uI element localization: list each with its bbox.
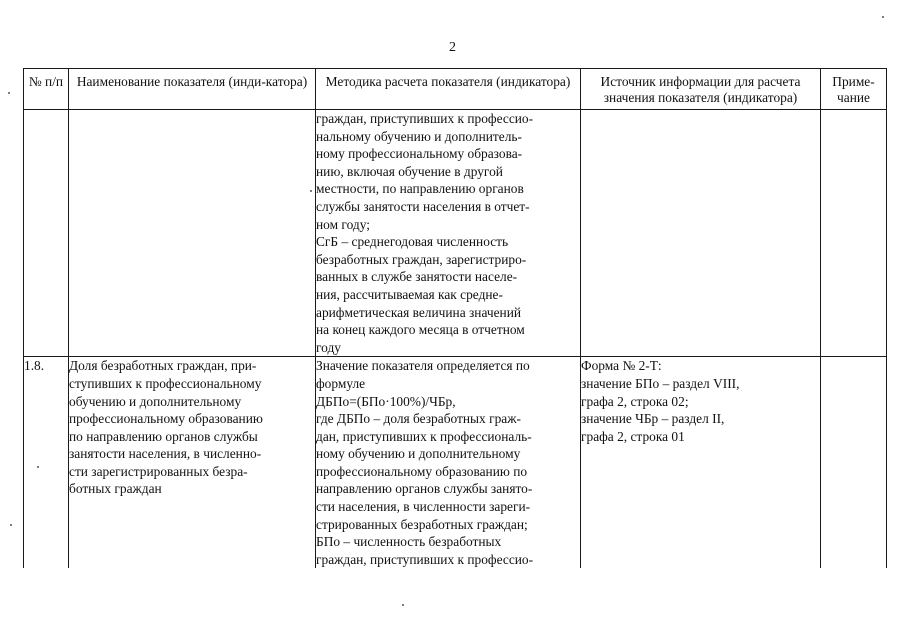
method-line: граждан, приступивших к профессио- [316,551,534,567]
source-line: Форма № 2-Т: [581,358,662,374]
name-line: ботных граждан [69,481,162,497]
row-note-cell [821,357,887,569]
scan-speck [37,466,39,468]
scan-speck [10,524,12,526]
method-line: службы занятости населения в отчет- [316,198,530,214]
method-line: Значение показателя определяется по [316,358,530,374]
header-num: № п/п [24,69,69,110]
continuation-source-cell [581,110,821,357]
indicator-name-text [69,357,315,498]
method-line: безработных граждан, зарегистриро- [316,251,527,267]
method-line: где ДБПо – доля безработных граж- [316,411,521,427]
method-line: году [316,339,341,355]
method-line: арифметическая величина значений [316,304,522,320]
method-line: нальному обучению и дополнитель- [316,128,522,144]
row-name-cell [69,357,316,569]
formula: ДБПо=(БПо·100%)/ЧБр, [316,393,456,409]
method-line: ния, рассчитываемая как средне- [316,286,503,302]
name-line: по направлению органов службы [69,428,258,444]
continuation-note-cell [821,110,887,357]
name-line: профессиональному образованию [69,411,263,427]
indicators-table [23,68,887,568]
source-line: графа 2, строка 02; [581,393,689,409]
table-header-row [24,69,887,110]
method-line: местности, по направлению органов [316,181,524,197]
method-line: граждан, приступивших к профессио- [316,111,534,126]
name-line: сти зарегистрированных безра- [69,463,248,479]
table-row-continuation [24,110,887,357]
method-line: нию, включая обучение в другой [316,163,503,179]
method-line: формуле [316,375,366,391]
source-line: графа 2, строка 01 [581,428,685,444]
method-line: ному профессиональному образова- [316,146,523,162]
method-line: БПо – численность безработных [316,534,502,550]
scan-speck [882,16,884,18]
method-line: ном году; [316,216,370,232]
header-note: Приме-чание [821,69,887,110]
continuation-name-cell [69,110,316,357]
scan-speck [402,604,404,606]
method-line: на конец каждого месяца в отчетном [316,322,525,338]
method-line: ному обучению и дополнительному [316,446,521,462]
name-line: обучению и дополнительному [69,393,242,409]
method-line: СгБ – среднегодовая численность [316,234,509,250]
row-number: 1.8. [24,358,45,374]
table-row-1-8 [24,357,887,569]
name-line: Доля безработных граждан, при- [69,358,257,374]
name-line: ступивших к профессиональному [69,375,262,391]
method-line: направлению органов службы занято- [316,481,533,497]
method-text [316,357,580,568]
continuation-method-text [316,110,580,356]
header-method: Методика расчета показателя (индикатора) [316,69,581,110]
method-line: ванных в службе занятости населе- [316,269,518,285]
method-line: профессиональному образованию по [316,463,528,479]
continuation-num-cell [24,110,69,357]
name-line: занятости населения, в численно- [69,446,262,462]
row-source-cell [581,357,821,569]
source-line: значение БПо – раздел VIII, [581,375,740,391]
scan-speck [310,190,312,192]
scan-speck [8,92,10,94]
method-line: стрированных безработных граждан; [316,516,528,532]
header-source: Источник информации для расчета значения показателя (индикатора) [581,69,821,110]
header-name: Наименование показателя (инди-катора) [69,69,316,110]
page-number: 2 [449,40,456,55]
method-line: сти населения, в численности зареги- [316,499,531,515]
row-method-cell [316,357,581,569]
row-num-cell [24,357,69,569]
source-text [581,357,820,445]
source-line: значение ЧБр – раздел II, [581,411,725,427]
method-line: дан, приступивших к профессиональ- [316,428,532,444]
continuation-method-cell [316,110,581,357]
